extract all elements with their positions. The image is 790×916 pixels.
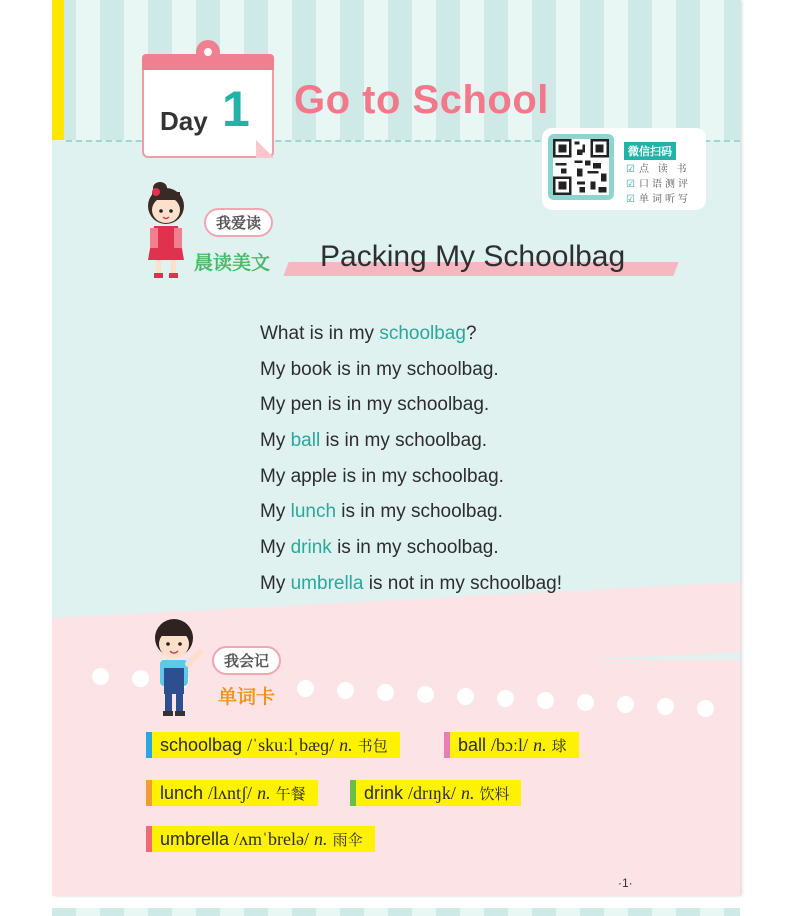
highlight-word: umbrella	[290, 572, 364, 594]
poem-line: My apple is in my schoolbag.	[260, 465, 504, 487]
vocab-card	[444, 732, 579, 758]
vocab-tab-marker	[146, 780, 152, 806]
page-number: ·1·	[618, 876, 633, 890]
boy-illustration	[144, 614, 214, 720]
vocab-word: lunch	[160, 783, 204, 803]
page-title: Go to School	[294, 78, 549, 122]
vocab-card	[146, 780, 318, 806]
vocab-phonetic: /ʌmˈbrelə/	[234, 829, 310, 849]
poem-line: My pen is in my schoolbag.	[260, 394, 490, 416]
book-page	[52, 0, 740, 896]
vocab-cn: 午餐	[275, 785, 306, 803]
vocab-tab-marker	[146, 826, 152, 852]
poem-line: My ball is in my schoolbag.	[260, 430, 488, 452]
check-icon: ☑	[626, 194, 635, 205]
vocab-phonetic: /lʌntʃ/	[208, 783, 253, 803]
day-label: Day	[160, 106, 208, 136]
qr-item-speaking: ☑ 口语测评	[626, 179, 691, 190]
vocab-cn: 书包	[357, 737, 388, 755]
vocab-cn: 雨伞	[332, 831, 363, 849]
reading-subtitle-banner	[286, 240, 676, 278]
vocab-word: ball	[458, 735, 487, 755]
girl-illustration	[136, 180, 198, 280]
vocab-tab-marker	[444, 732, 450, 758]
poem-text	[260, 322, 562, 608]
vocab-pos: n.	[339, 735, 353, 755]
vocab-cn: 球	[551, 737, 567, 755]
day-badge	[142, 56, 274, 158]
spine-bar	[52, 0, 64, 140]
vocab-card	[146, 732, 400, 758]
vocab-card	[146, 826, 375, 852]
vocab-word: umbrella	[160, 829, 230, 849]
poem-line: What is in my schoolbag?	[260, 323, 477, 344]
vocab-cn: 饮料	[479, 785, 510, 803]
poem-line: My drink is in my schoolbag.	[260, 537, 499, 559]
qr-scan-label: 微信扫码	[624, 142, 676, 160]
qr-code-icon[interactable]	[548, 134, 614, 200]
vocab-tab-marker	[146, 732, 152, 758]
reading-section-label: 晨读美文	[194, 253, 271, 274]
highlight-word: ball	[290, 430, 321, 452]
vocab-phonetic: /bɔːl/	[491, 735, 529, 755]
qr-panel	[542, 128, 706, 210]
poem-line: My book is in my schoolbag.	[260, 358, 499, 380]
vocab-phonetic: /ˈskuːlˌbæɡ/	[247, 735, 335, 755]
vocab-bubble: 我会记	[212, 646, 281, 675]
highlight-word: drink	[290, 537, 332, 559]
vocab-tab-marker	[350, 780, 356, 806]
check-icon: ☑	[626, 164, 635, 175]
check-icon: ☑	[626, 179, 635, 190]
highlight-word: lunch	[290, 501, 337, 523]
highlight-word: schoolbag	[379, 323, 466, 344]
calendar-ring-icon	[196, 40, 220, 64]
reading-subtitle: Packing My Schoolbag	[320, 240, 626, 273]
vocab-word: schoolbag	[160, 735, 243, 755]
vocab-phonetic: /drɪŋk/	[408, 783, 456, 803]
next-page-edge	[52, 908, 740, 916]
reading-bubble: 我爱读	[204, 208, 273, 237]
poem-line: My lunch is in my schoolbag.	[260, 501, 503, 523]
qr-item-dictation: ☑ 单词听写	[626, 194, 691, 205]
vocab-pos: n.	[533, 735, 547, 755]
vocab-word: drink	[364, 783, 404, 803]
day-number: 1	[222, 81, 250, 137]
vocab-pos: n.	[257, 783, 271, 803]
vocab-card	[350, 780, 521, 806]
vocab-pos: n.	[460, 783, 475, 803]
vocab-section-label: 单词卡	[218, 687, 276, 708]
qr-item-reader: ☑ 点 读 书	[626, 164, 690, 175]
poem-line: My umbrella is not in my schoolbag!	[260, 572, 563, 594]
vocab-pos: n.	[314, 829, 328, 849]
